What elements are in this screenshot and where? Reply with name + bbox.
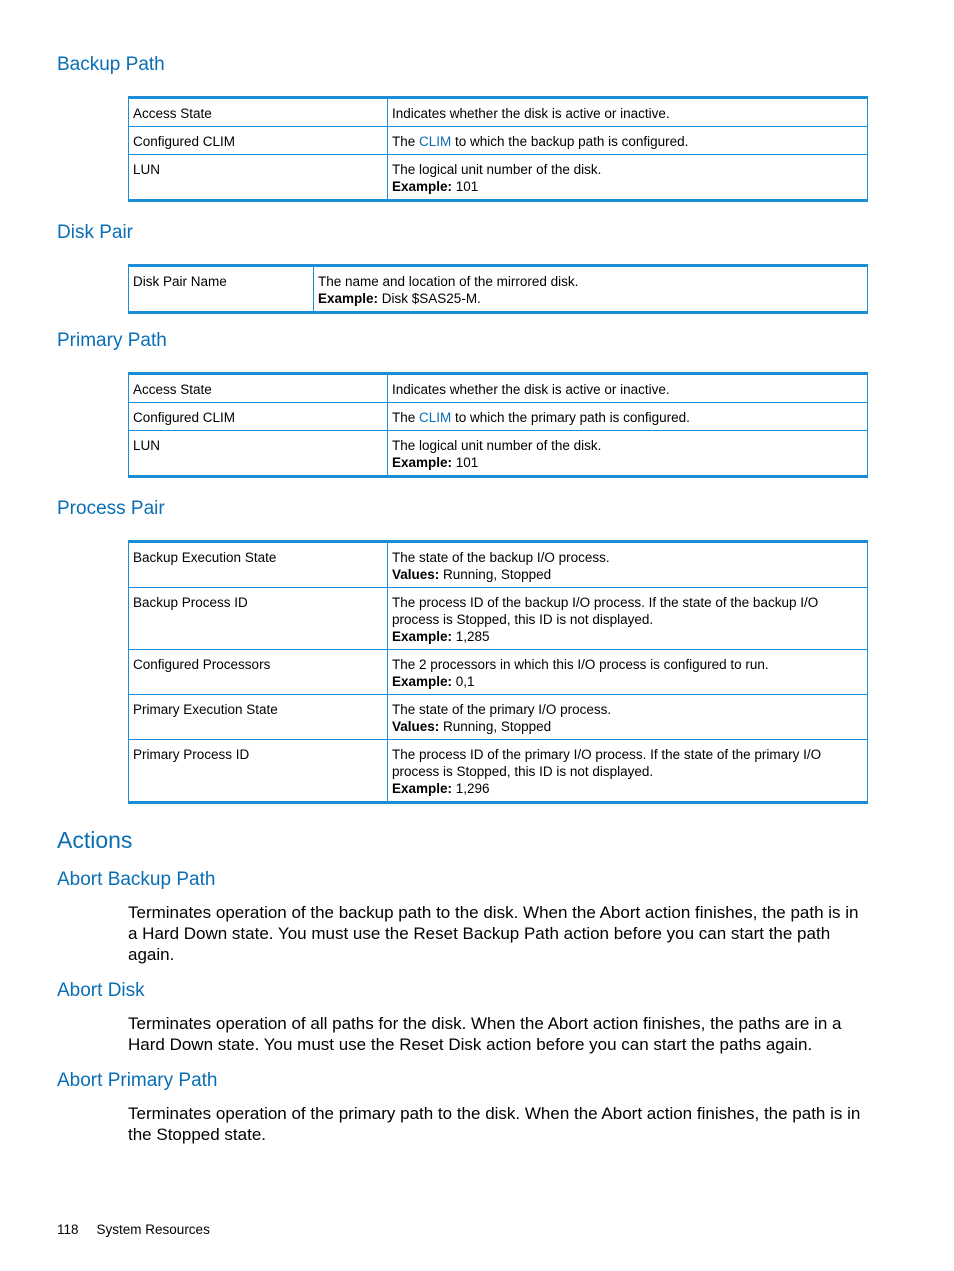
term-cell: LUN [129, 155, 388, 201]
footer-section-title: System Resources [96, 1222, 210, 1237]
term-cell: Configured CLIM [129, 127, 388, 155]
term-cell: Backup Execution State [129, 542, 388, 588]
table-row [129, 431, 868, 477]
desc-cell: The CLIM to which the primary path is configured. [388, 403, 868, 431]
page-number: 118 [57, 1222, 79, 1237]
table-row [129, 695, 868, 740]
page-footer [57, 1222, 210, 1237]
table-row [129, 403, 868, 431]
abort-primary-path-text: Terminates operation of the primary path to the disk. When the Abort action finishes, the path is in the Stopped state. [128, 1104, 861, 1144]
desc-cell: Indicates whether the disk is active or inactive. [388, 98, 868, 127]
backup-path-heading: Backup Path [57, 54, 165, 75]
table-row [129, 266, 868, 313]
table-row [129, 374, 868, 403]
table-row [129, 588, 868, 650]
abort-disk-text: Terminates operation of all paths for the disk. When the Abort action finishes, the paths are in a Hard Down state. You must use the Reset Disk action before you can start the paths again. [128, 1014, 842, 1054]
disk-pair-table [128, 264, 868, 314]
desc-cell: The name and location of the mirrored disk. Example: Disk $SAS25-M. [314, 266, 868, 313]
backup-path-table [128, 96, 868, 202]
desc-cell: Indicates whether the disk is active or inactive. [388, 374, 868, 403]
desc-cell: The state of the backup I/O process. Values: Running, Stopped [388, 542, 868, 588]
primary-path-heading: Primary Path [57, 330, 167, 351]
abort-backup-path-text: Terminates operation of the backup path to the disk. When the Abort action finishes, the path is in a Hard Down state. You must use the Reset Backup Path action before you can start the path again. [128, 903, 859, 964]
desc-cell: The state of the primary I/O process. Values: Running, Stopped [388, 695, 868, 740]
disk-pair-heading: Disk Pair [57, 222, 134, 243]
term-cell: Disk Pair Name [129, 266, 314, 313]
term-cell: Backup Process ID [129, 588, 388, 650]
actions-heading: Actions [57, 827, 133, 853]
abort-disk-heading: Abort Disk [57, 980, 145, 1001]
table-row [129, 542, 868, 588]
table-row [129, 155, 868, 201]
process-pair-heading: Process Pair [57, 498, 165, 519]
desc-cell: The 2 processors in which this I/O process is configured to run. Example: 0,1 [388, 650, 868, 695]
abort-primary-path-heading: Abort Primary Path [57, 1070, 218, 1091]
desc-cell: The logical unit number of the disk. Example: 101 [388, 155, 868, 201]
term-cell: LUN [129, 431, 388, 477]
desc-cell: The CLIM to which the backup path is configured. [388, 127, 868, 155]
desc-cell: The logical unit number of the disk. Example: 101 [388, 431, 868, 477]
term-cell: Access State [129, 374, 388, 403]
term-cell: Primary Execution State [129, 695, 388, 740]
table-row [129, 98, 868, 127]
term-cell: Configured Processors [129, 650, 388, 695]
table-row [129, 127, 868, 155]
process-pair-table [128, 540, 868, 804]
clim-link[interactable]: CLIM [419, 134, 452, 149]
clim-link[interactable]: CLIM [419, 410, 452, 425]
table-row [129, 740, 868, 803]
term-cell: Primary Process ID [129, 740, 388, 803]
desc-cell: The process ID of the primary I/O process. If the state of the primary I/O process is Stopped, this ID is not displayed. Example: 1,296 [388, 740, 868, 803]
term-cell: Configured CLIM [129, 403, 388, 431]
abort-backup-path-heading: Abort Backup Path [57, 869, 216, 890]
primary-path-table [128, 372, 868, 478]
desc-cell: The process ID of the backup I/O process. If the state of the backup I/O process is Stopped, this ID is not displayed. Example: 1,285 [388, 588, 868, 650]
table-row [129, 650, 868, 695]
term-cell: Access State [129, 98, 388, 127]
